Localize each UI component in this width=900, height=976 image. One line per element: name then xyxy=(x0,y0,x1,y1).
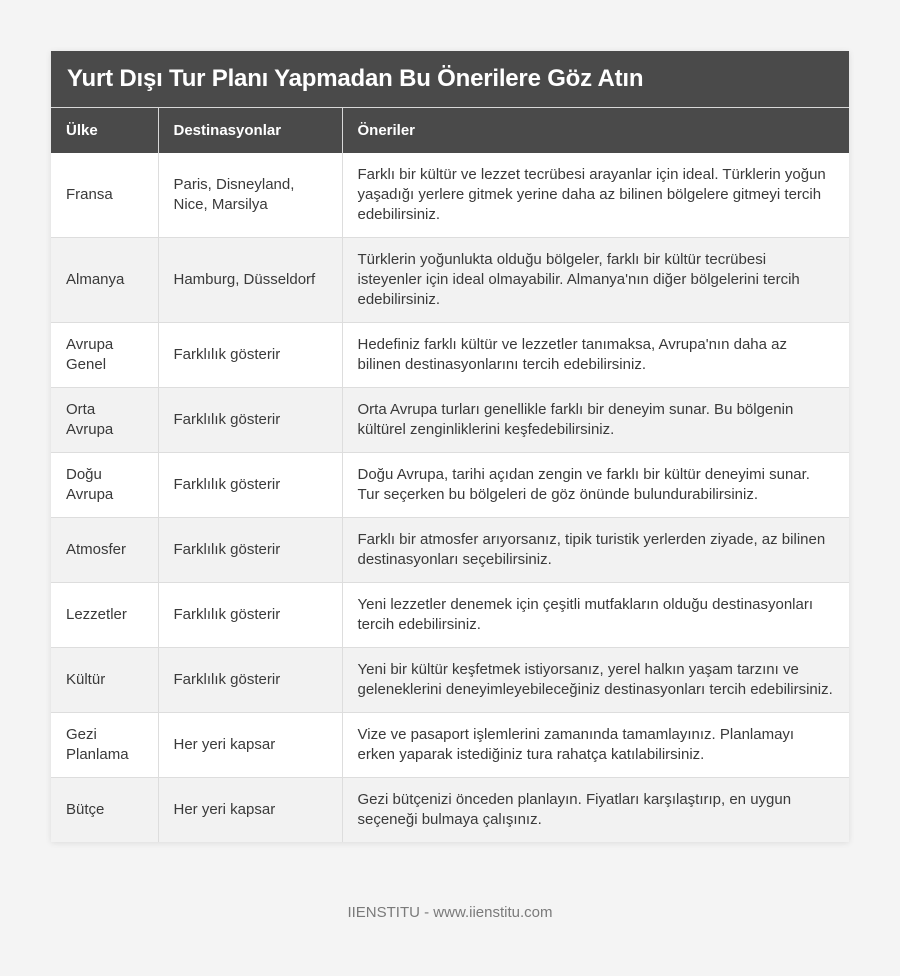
cell-country: Almanya xyxy=(51,238,158,323)
cell-country: Fransa xyxy=(51,153,158,238)
header-row xyxy=(51,108,849,153)
cell-advice: Türklerin yoğunlukta olduğu bölgeler, farklı bir kültür tecrübesi isteyenler için ideal olmayabilir. Almanya'nın diğer bölgelerini tercih edebilirsiniz. xyxy=(342,238,849,323)
column-header-destinations: Destinasyonlar xyxy=(158,108,342,153)
cell-country: Gezi Planlama xyxy=(51,713,158,778)
cell-advice: Yeni lezzetler denemek için çeşitli mutfakların olduğu destinasyonları tercih edebilirsiniz. xyxy=(342,583,849,648)
cell-advice: Farklı bir kültür ve lezzet tecrübesi arayanlar için ideal. Türklerin yoğun yaşadığı yerlere gitmek yerine daha az bilinen bölgelere gitmeyi tercih edebilirsiniz. xyxy=(342,153,849,238)
cell-advice: Orta Avrupa turları genellikle farklı bir deneyim sunar. Bu bölgenin kültürel zenginliklerini keşfedebilirsiniz. xyxy=(342,388,849,453)
cell-advice: Gezi bütçenizi önceden planlayın. Fiyatları karşılaştırıp, en uygun seçeneği bulmaya çalışınız. xyxy=(342,778,849,843)
cell-country: Doğu Avrupa xyxy=(51,453,158,518)
cell-country: Atmosfer xyxy=(51,518,158,583)
cell-country: Kültür xyxy=(51,648,158,713)
table-row xyxy=(51,648,849,713)
cell-destinations: Her yeri kapsar xyxy=(158,713,342,778)
table-row xyxy=(51,583,849,648)
table-card xyxy=(51,51,849,842)
cell-advice: Hedefiniz farklı kültür ve lezzetler tanımaksa, Avrupa'nın daha az bilinen destinasyonlarını tercih edebilirsiniz. xyxy=(342,323,849,388)
cell-advice: Farklı bir atmosfer arıyorsanız, tipik turistik yerlerden ziyade, az bilinen destinasyonları seçebilirsiniz. xyxy=(342,518,849,583)
table-row xyxy=(51,713,849,778)
recommendations-table xyxy=(51,108,849,842)
cell-country: Avrupa Genel xyxy=(51,323,158,388)
cell-destinations: Farklılık gösterir xyxy=(158,388,342,453)
table-row xyxy=(51,778,849,843)
table-row xyxy=(51,323,849,388)
table-title: Yurt Dışı Tur Planı Yapmadan Bu Önerilere Göz Atın xyxy=(51,51,849,108)
cell-destinations: Farklılık gösterir xyxy=(158,583,342,648)
table-body xyxy=(51,153,849,842)
cell-destinations: Farklılık gösterir xyxy=(158,323,342,388)
cell-destinations: Farklılık gösterir xyxy=(158,518,342,583)
footer-credit: IIENSTITU - www.iienstitu.com xyxy=(347,904,553,921)
table-row xyxy=(51,153,849,238)
cell-advice: Doğu Avrupa, tarihi açıdan zengin ve farklı bir kültür deneyimi sunar. Tur seçerken bu bölgeleri de göz önünde bulundurabilirsiniz. xyxy=(342,453,849,518)
cell-advice: Yeni bir kültür keşfetmek istiyorsanız, yerel halkın yaşam tarzını ve geleneklerini deneyimleyebileceğiniz destinasyonları tercih edebilirsiniz. xyxy=(342,648,849,713)
column-header-country: Ülke xyxy=(51,108,158,153)
cell-advice: Vize ve pasaport işlemlerini zamanında tamamlayınız. Planlamayı erken yaparak istediğiniz tura rahatça katılabilirsiniz. xyxy=(342,713,849,778)
table-row xyxy=(51,453,849,518)
cell-country: Orta Avrupa xyxy=(51,388,158,453)
cell-destinations: Farklılık gösterir xyxy=(158,648,342,713)
column-header-advice: Öneriler xyxy=(342,108,849,153)
cell-destinations: Farklılık gösterir xyxy=(158,453,342,518)
table-row xyxy=(51,518,849,583)
cell-country: Lezzetler xyxy=(51,583,158,648)
cell-destinations: Hamburg, Düsseldorf xyxy=(158,238,342,323)
cell-destinations: Paris, Disneyland, Nice, Marsilya xyxy=(158,153,342,238)
table-row xyxy=(51,388,849,453)
table-header xyxy=(51,108,849,153)
cell-country: Bütçe xyxy=(51,778,158,843)
table-row xyxy=(51,238,849,323)
cell-destinations: Her yeri kapsar xyxy=(158,778,342,843)
